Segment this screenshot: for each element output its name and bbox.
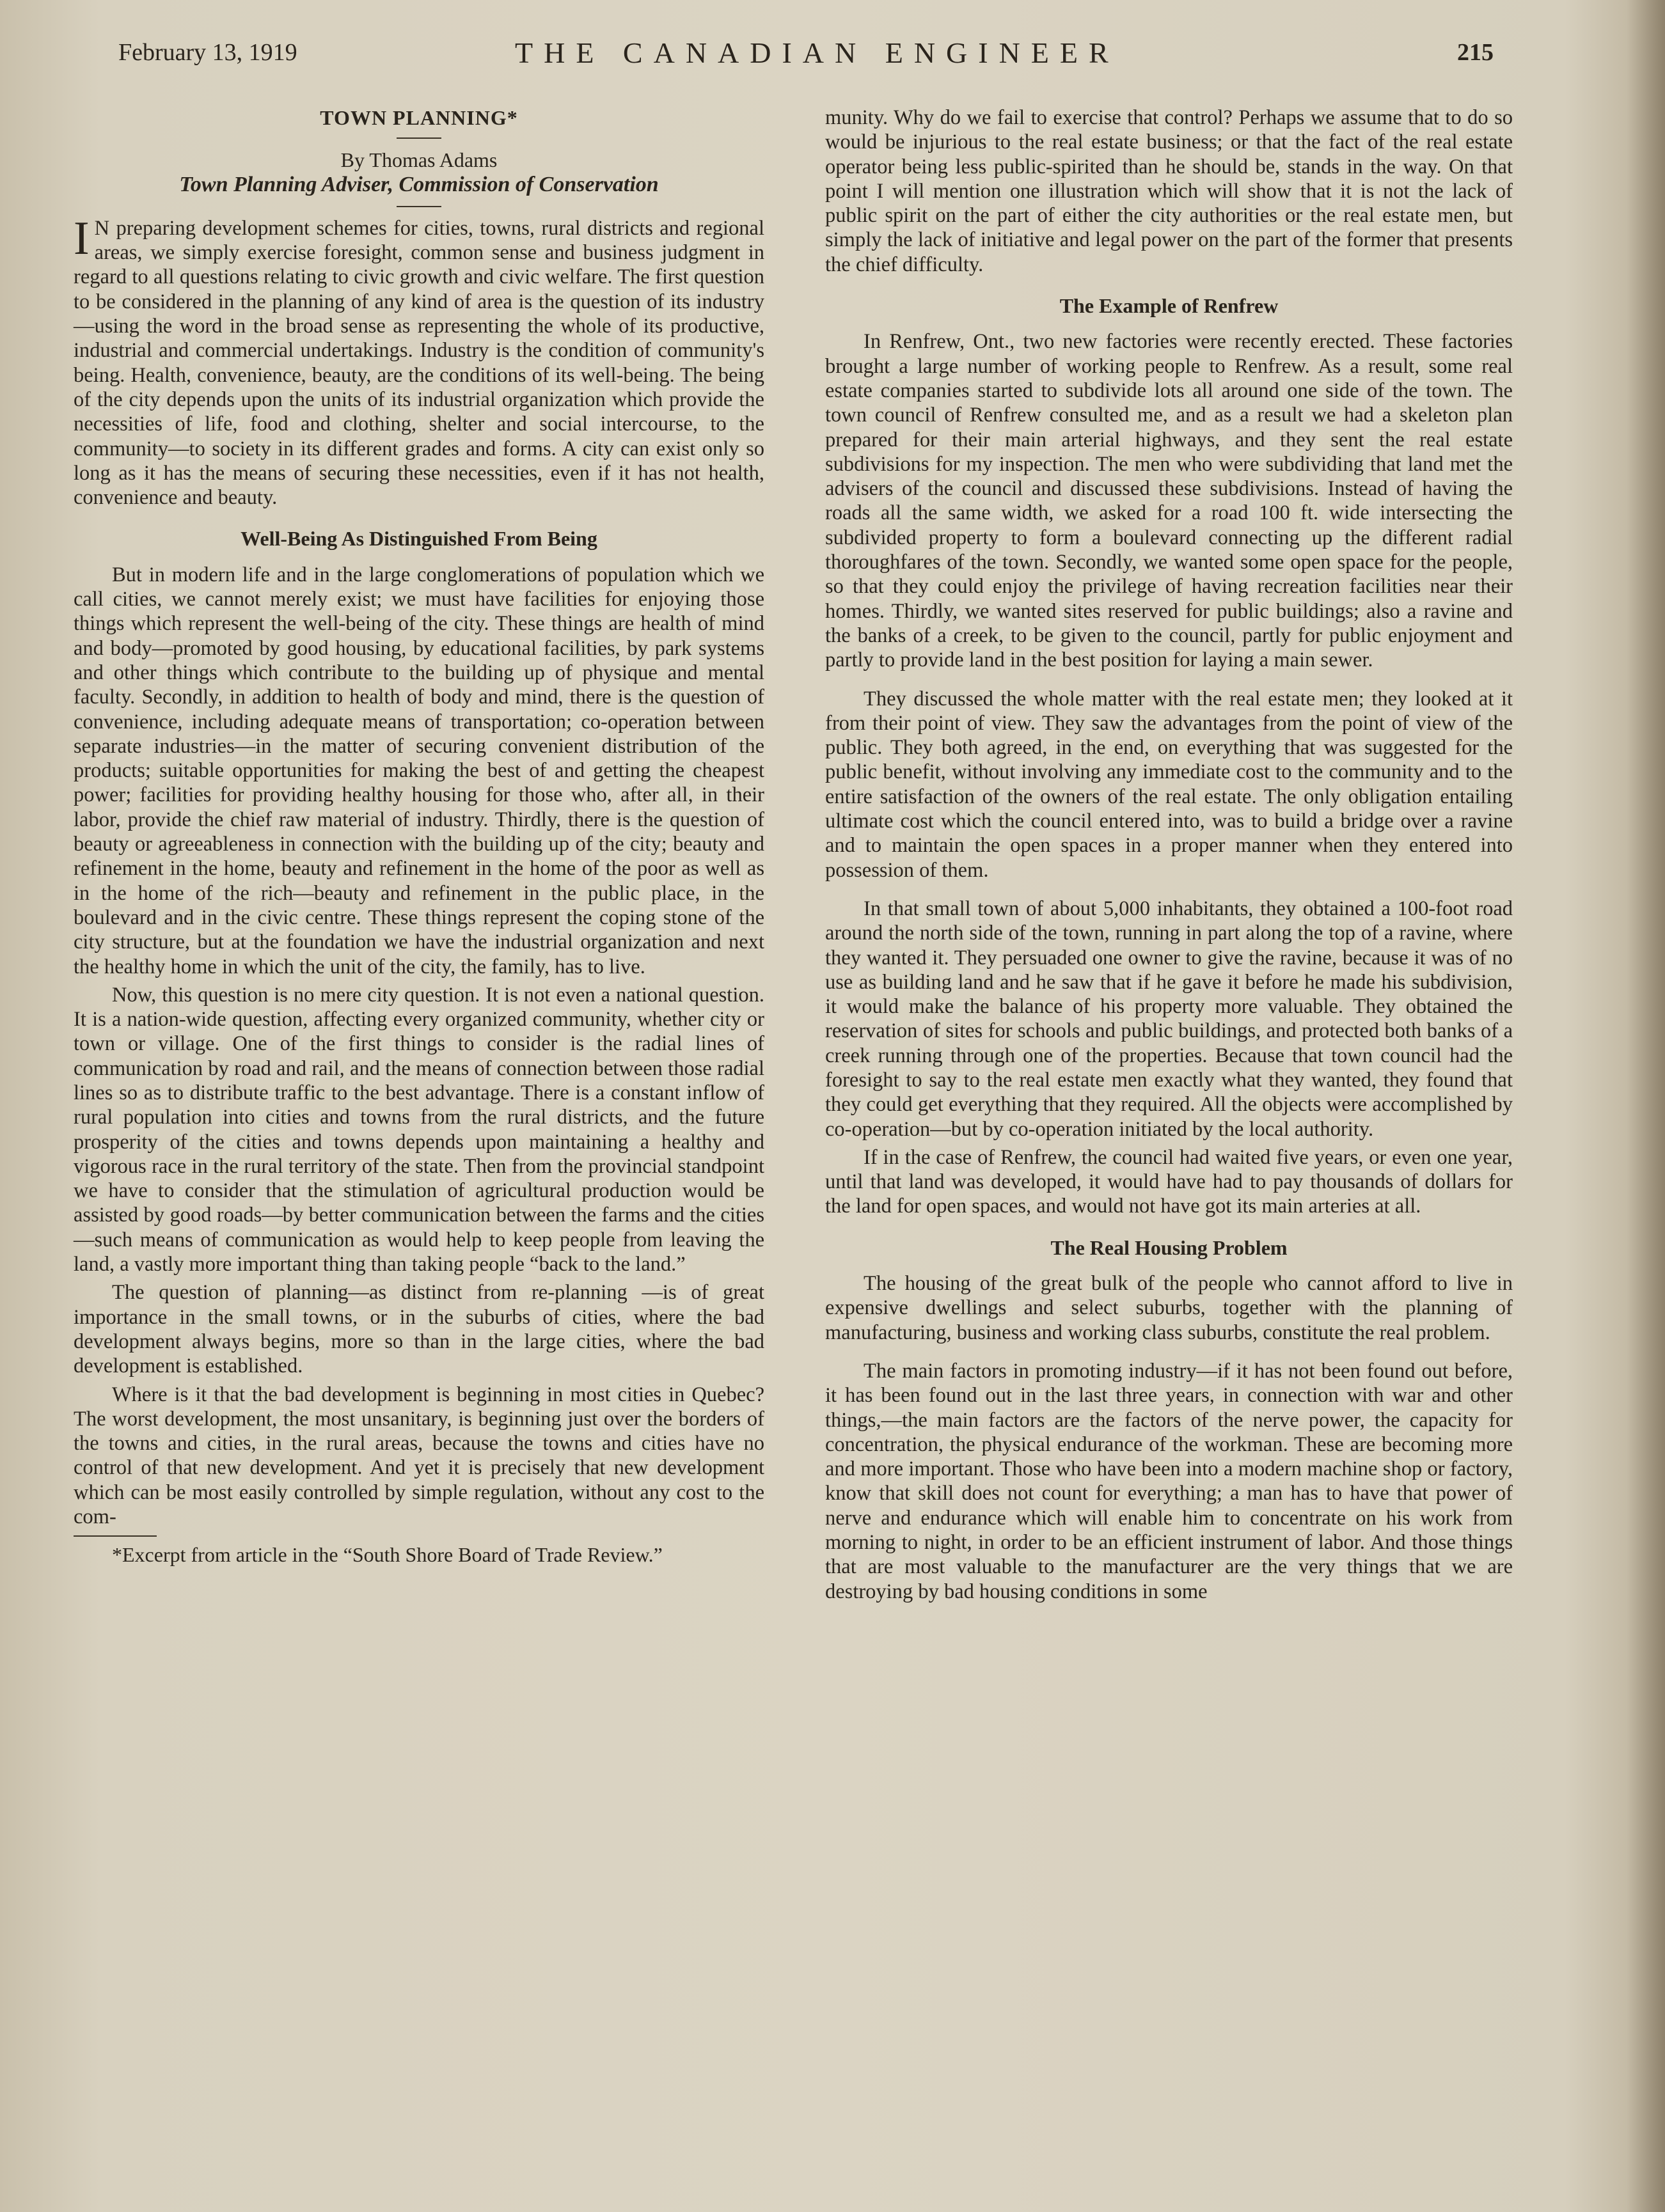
lead-paragraph xyxy=(74,212,764,510)
paragraph: The question of planning—as distinct from re-planning —is of great importance in the small towns, or in the suburbs of cities, where the bad development always begins, more so than in the large cities, where the bad development is established. xyxy=(74,1281,764,1378)
paragraph: The housing of the great bulk of the people who cannot afford to live in expensive dwellings and select suburbs, together with the planning of manufacturing, business and working class suburbs, constitute the real problem. xyxy=(825,1272,1513,1344)
author-affiliation: Town Planning Adviser, Commission of Conservation xyxy=(179,172,659,196)
paragraph: The main factors in promoting industry—if it has not been found out before, it has been found out in the last three years, in connection with war and other things,—the main factors are the factors of the nerve power, the capacity for concentration, the physical endurance of the workman. These are becoming more and more important. Those who have been into a modern machine shop or factory, know that skill does not count for everything; a man has to have that power of nerve and endurance which will enable him to concentrate on his work from morning to night, in order to be an efficient instrument of labor. And those things that are most valuable to the manufacturer are the very things that we are destroying by bad housing conditions in some xyxy=(825,1359,1513,1603)
paragraph: If in the case of Renfrew, the council had waited five years, or even one year, until that land was developed, it would have had to pay thousands of dollars for the land for open spaces, and would not have got its main arteries at all. xyxy=(825,1145,1513,1218)
footnote: *Excerpt from article in the “South Shore Board of Trade Review.” xyxy=(112,1543,663,1567)
issue-date: February 13, 1919 xyxy=(118,39,297,66)
paragraph: In that small town of about 5,000 inhabitants, they obtained a 100-foot road around the north side of the town, running in part along the top of a ravine, where they wanted it. They persuaded one owner to give the ravine, because it was of no use as building land and he saw that if he gave it before he made his subdivision, it would make the balance of his property more valuable. They obtained the reservation of sites for schools and public buildings, and protected both banks of a creek running through one of the properties. Because that town council had the foresight to say to the real estate men exactly what they wanted, they found that they could get everything that they required. All the objects were accomplished by co-operation—but by co-operation initiated by the local authority. xyxy=(825,897,1513,1141)
paragraph: But in modern life and in the large conglomerations of population which we call cities, we cannot merely exist; we must have facilities for enjoying those things which represent the well-being of the city. These things are health of mind and body—promoted by good housing, by educational facilities, by park systems and other things which contribute to the building up of physique and mental faculty. Secondly, in addition to health of body and mind, there is the question of convenience, including adequate means of transportation; co-operation between separate industries—in the matter of securing convenient distribution of the products; suitable opportunities for making the best of and getting the cheapest power; facilities for providing healthy housing for those who, after all, in their labor, provide the chief raw material of industry. Thirdly, there is the question of beauty or agreeableness in connection with the building up of the city; beauty and refinement in the home, beauty and refinement in the home of the poor as well as in the home of the rich—beauty and refinement in the public place, in the boulevard and in the civic centre. These things represent the coping stone of the city structure, but at the foundation we have the industrial organization and next the healthy home in which the unit of the city, the family, has to live. xyxy=(74,563,764,978)
section-heading-well-being: Well-Being As Distinguished From Being xyxy=(241,527,597,551)
section-heading-housing: The Real Housing Problem xyxy=(1050,1235,1288,1259)
title-rule xyxy=(397,137,441,139)
byline-rule xyxy=(397,206,441,207)
paragraph: In Renfrew, Ont., two new factories were recently erected. These factories brought a large number of working people to Renfrew. As a result, some real estate companies started to subdivide lots all around one side of the town. The town council of Renfrew consulted me, and as a result we had a skeleton plan prepared for their main arterial highways, and they sent the real estate subdivisions for my inspection. The men who were subdividing that land met the advisers of the council and discussed these subdivisions. Instead of having the roads all the same width, we asked for a road 100 ft. wide intersecting the subdivided property to form a boulevard connecting up the different radial thoroughfares of the town. Secondly, we wanted some open space for the people, so that they could enjoy the privilege of having recreation facilities near their homes. Thirdly, we wanted sites reserved for public buildings; also a ravine and the banks of a creek, to be given to the council, partly for public enjoyment and partly to provide land in the best position for laying a main sewer. xyxy=(825,330,1513,672)
paragraph: munity. Why do we fail to exercise that control? Perhaps we assume that to do so would be injurious to the real estate business; or that the fact of the real estate operator being less public-spirited than he should be, stands in the way. On that point I will mention one illustration which will show that it is not the lack of public spirit on the part of either the city authorities or the real estate men, but simply the lack of initiative and legal power on the part of the former that presents the chief difficulty. xyxy=(825,106,1513,276)
left-column xyxy=(74,106,764,1566)
paragraph: Now, this question is no mere city question. It is not even a national question. It is a nation-wide question, affecting every organized community, whether city or town or village. One of the first things to consider is the radial lines of communication by road and rail, and the means of connection between those radial lines so as to distribute traffic to the best advantage. There is a constant inflow of rural population into cities and towns from the rural districts, and the future prosperity of the cities and towns depends upon maintaining a healthy and vigorous race in the rural territory of the state. Then from the provincial standpoint we have to consider that the stimulation of agricultural production would be assisted by good roads—by better communication between the farms and the cities—such means of communication as would help to keep people from leaving the land, a vastly more important thing than taking people “back to the land.” xyxy=(74,983,764,1276)
footnote-rule xyxy=(74,1535,157,1537)
article-byline: By Thomas Adams xyxy=(340,148,498,172)
binding-shadow xyxy=(1627,0,1665,2212)
drop-cap: I xyxy=(74,212,90,265)
lead-paragraph-text: N preparing development schemes for cities, towns, rural districts and regional areas, we simply exercise foresight, common sense and business judgment in regard to all questions relating to civic growth and civic welfare. The first question to be considered in the planning of any kind of area is the question of its industry—using the word in the broad sense as representing the whole of its productive, industrial and commercial undertakings. Industry is the condition of community's being. Health, convenience, beauty, are the conditions of its well-being. The being of the city depends upon the units of its industrial organization which provide the necessities of life, food and clothing, shelter and social intercourse, to the community—to society in its different grades and forms. A city can exist only so long as it has the means of securing these necessities, even if it has not health, convenience and beauty. xyxy=(74,216,764,510)
journal-title: THE CANADIAN ENGINEER xyxy=(515,36,1119,69)
right-column xyxy=(825,106,1513,1604)
page-number: 215 xyxy=(1457,39,1494,66)
article-title: TOWN PLANNING* xyxy=(320,106,518,129)
section-heading-renfrew: The Example of Renfrew xyxy=(1059,294,1279,318)
paragraph: Where is it that the bad development is beginning in most cities in Quebec? The worst development, the most unsanitary, is beginning just over the borders of the towns and cities, in the rural areas, because the towns and cities have no control of that new development. And yet it is precisely that new development which can be most easily controlled by simple regulation, without any cost to the com- xyxy=(74,1383,764,1529)
running-header xyxy=(118,33,1494,78)
paragraph: They discussed the whole matter with the real estate men; they looked at it from their point of view. They saw the advantages from the point of view of the public. They both agreed, in the end, on everything that was suggested for the public benefit, without involving any immediate cost to the community and to the entire satisfaction of the owners of the real estate. The only obligation entailing ultimate cost which the council entered into, was to build a bridge over a ravine and to maintain the open spaces in a proper manner when they entered into possession of them. xyxy=(825,687,1513,882)
